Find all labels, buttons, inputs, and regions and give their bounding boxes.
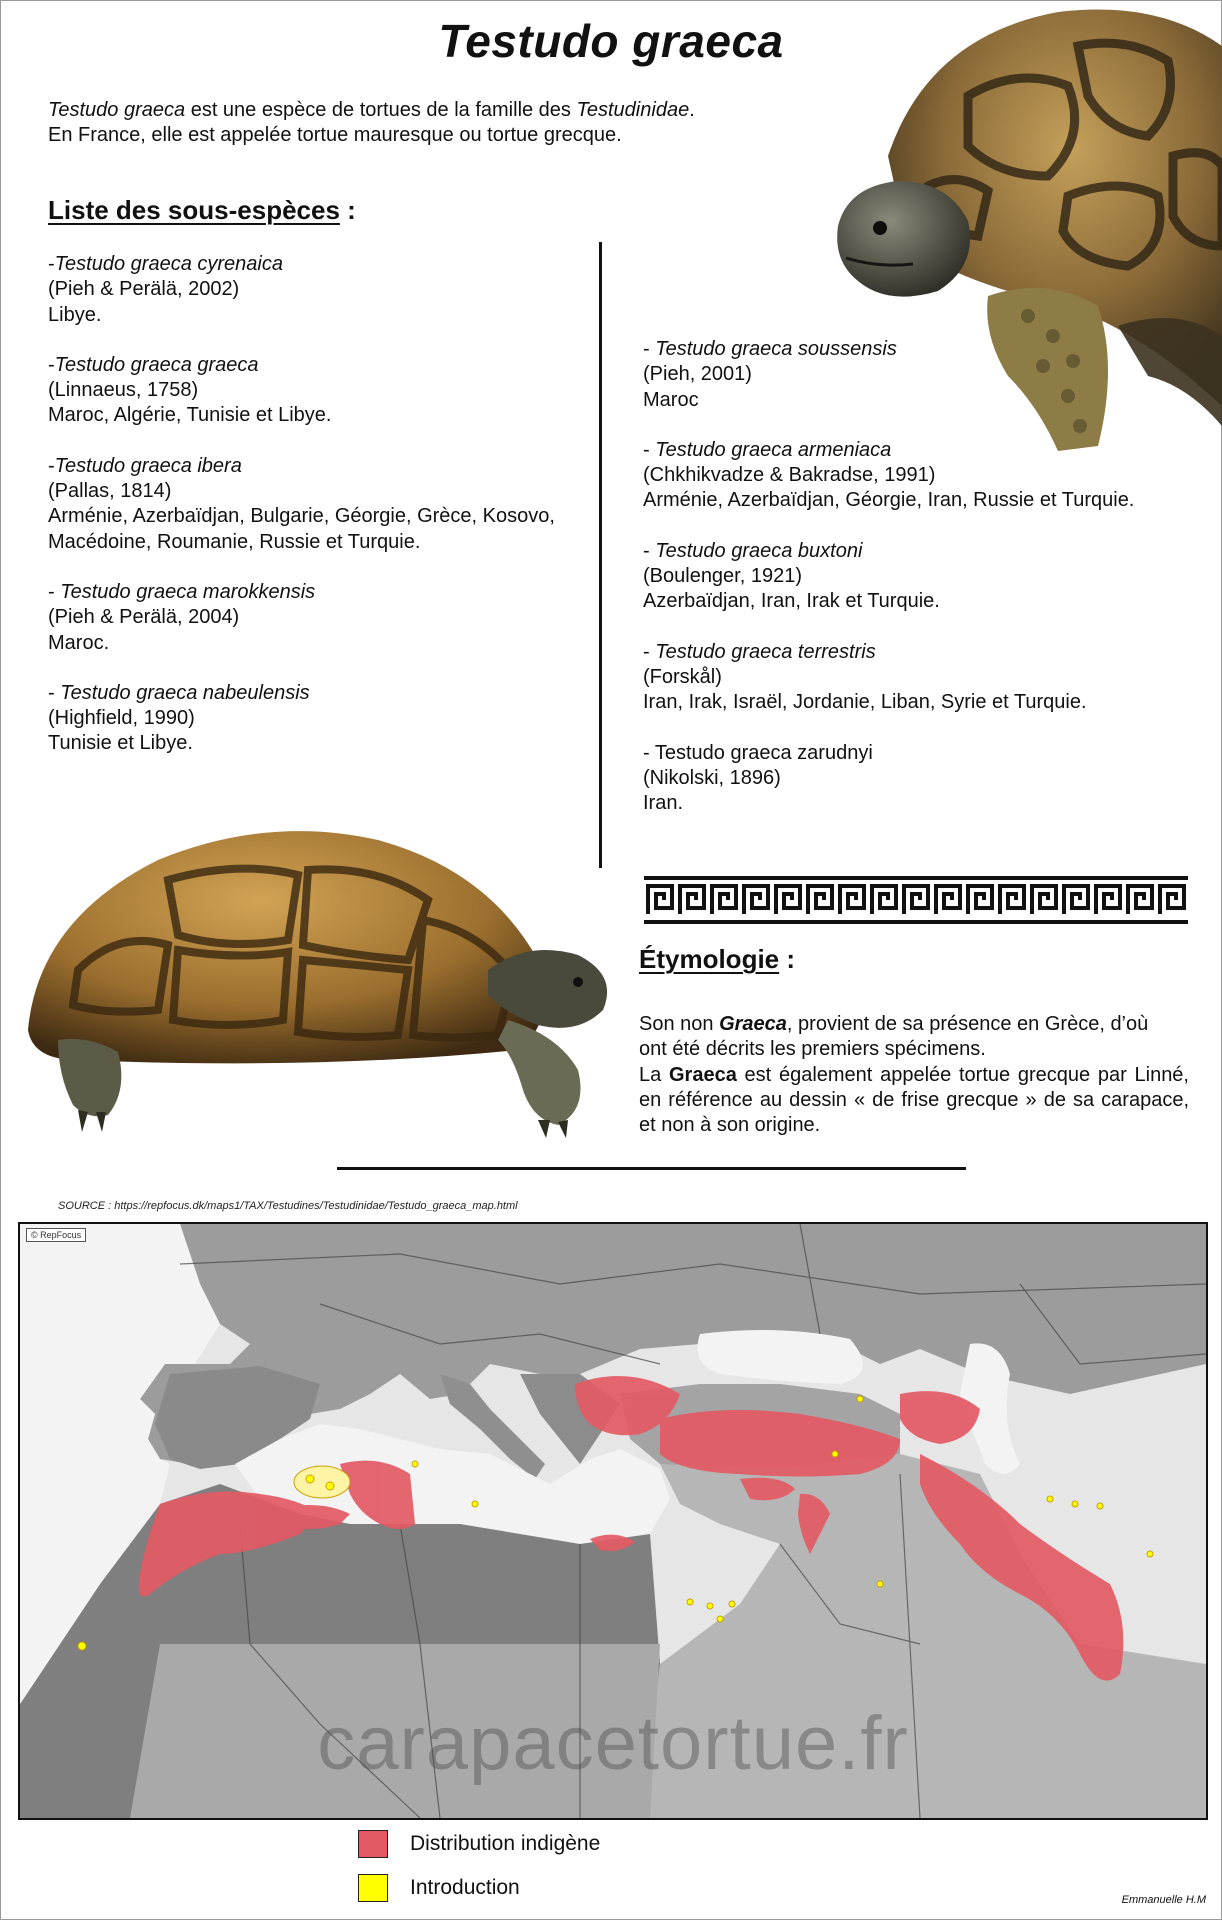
subspecies-prefix: - [643,539,656,562]
subspecies-author: (Pieh & Perälä, 2004) [48,606,240,629]
subspecies-prefix: - [643,338,656,360]
subspecies-name [48,454,555,479]
subspecies-latin-name: Testudo graeca cyrenaica [54,253,283,275]
subspecies-prefix: - [48,454,55,477]
etymology-bold-graeca-2: Graeca [668,1063,737,1086]
subspecies-latin-name: Testudo graeca zarudnyi [654,741,873,764]
etymology-text-part: La [639,1063,669,1086]
subspecies-range: Iran, Irak, Israël, Jordanie, Liban, Syrie et Turquie. [643,691,1087,714]
site-watermark: carapacetortue.fr [317,1701,909,1786]
subspecies-name [48,353,555,378]
subspecies-range: Iran. [643,792,684,815]
subspecies-name [643,337,1134,362]
intro-species-name: Testudo graeca [48,99,186,121]
greek-key-motif [872,886,896,914]
subspecies-heading [48,195,356,226]
greek-key-motif [776,886,800,914]
subspecies-prefix: - [643,438,656,461]
subspecies-range: Azerbaïdjan, Iran, Irak et Turquie. [643,590,940,613]
intro-point [832,1451,838,1457]
repfocus-badge: © RepFocus [26,1228,86,1242]
legend-swatch-introduction [358,1874,388,1902]
subspecies-author: (Pieh & Perälä, 2002) [48,278,240,301]
intro-point [78,1642,86,1650]
intro-point [729,1601,735,1607]
intro-point [412,1461,418,1467]
intro-point [1047,1496,1053,1502]
subspecies-latin-name: Testudo graeca terrestris [655,640,876,663]
etymology-paragraph-1 [639,1012,1189,1037]
intro-point [717,1616,723,1622]
greek-key-frieze [644,876,1188,924]
subspecies-range: Tunisie et Libye. [48,732,193,755]
subspecies-range: Maroc, Algérie, Tunisie et Libye. [48,404,332,427]
subspecies-author: (Pieh, 2001) [643,363,752,386]
intro-family-name: Testudinidae [576,99,690,121]
greek-key-motif [744,886,768,914]
legend-label-native: Distribution indigène [410,1832,601,1855]
intro-point [1072,1501,1078,1507]
subspecies-name [643,741,1134,766]
intro-balearics [294,1466,350,1498]
source-credit: SOURCE : https://repfocus.dk/maps1/TAX/Testudines/Testudinidae/Testudo_graeca_map.html [58,1200,518,1212]
subspecies-author: (Boulenger, 1921) [643,565,803,588]
etymology-text-part: est également appelée tortue grecque par Linné, en référence au dessin « de frise grecque » de sa carapace, et non à son origine. [639,1063,1189,1137]
subspecies-heading-text: Liste des sous-espèces [48,195,340,225]
subspecies-prefix: - [48,580,61,603]
subspecies-author: (Forskål) [643,665,722,688]
etymology-text-part: , provient de sa présence en Grèce, d’où [786,1013,1149,1035]
author-credit: Emmanuelle H.M [1121,1894,1206,1906]
intro-point [306,1475,314,1483]
page-title: Testudo graeca [438,15,784,67]
etymology-heading-text: Étymologie [639,944,780,974]
intro-point [877,1581,883,1587]
intro-point [472,1501,478,1507]
subspecies-latin-name: Testudo graeca soussensis [655,338,897,360]
subspecies-prefix: - [48,253,55,275]
subspecies-range: Maroc [643,388,699,411]
greek-key-motif [840,886,864,914]
subspecies-range: Arménie, Azerbaïdjan, Géorgie, Iran, Russie et Turquie. [643,489,1135,512]
greek-key-motif [1064,886,1088,914]
intro-point [687,1599,693,1605]
subspecies-range: Macédoine, Roumanie, Russie et Turquie. [48,530,421,553]
subspecies-latin-name: Testudo graeca nabeulensis [60,681,310,704]
subspecies-prefix: - [48,353,55,376]
subspecies-range: Libye. [48,303,102,326]
intro-point [707,1603,713,1609]
greek-key-motif [968,886,992,914]
etymology-paragraph-2 [639,1063,1189,1139]
greek-key-motif [680,886,704,914]
subspecies-heading-colon: : [339,195,356,225]
subspecies-author: (Nikolski, 1896) [643,766,781,789]
intro-text-line2: En France, elle est appelée tortue mauresque ou tortue grecque. [48,124,622,146]
tortoise-side-photo [18,820,618,1140]
subspecies-author: (Linnaeus, 1758) [48,379,199,402]
column-divider [599,242,602,868]
intro-point [857,1396,863,1402]
subspecies-name [643,640,1134,665]
etymology-text-part: Son non [639,1013,720,1035]
subspecies-range: Maroc. [48,631,110,654]
greek-key-motif [1128,886,1152,914]
greek-key-motif [936,886,960,914]
legend-label-introduction: Introduction [410,1876,520,1899]
intro-text-end: . [689,99,695,121]
subspecies-name [643,438,1134,463]
etymology-heading [639,944,795,975]
subspecies-name [48,681,555,706]
legend-swatch-native [358,1830,388,1858]
intro-point [1097,1503,1103,1509]
subspecies-latin-name: Testudo graeca marokkensis [60,580,316,603]
subspecies-latin-name: Testudo graeca buxtoni [655,539,863,562]
intro-text [48,98,778,148]
greek-key-motif [1032,886,1056,914]
etymology-paragraph-1-line2: ont été décrits les premiers spécimens. [639,1038,986,1061]
subspecies-name [48,252,555,277]
subspecies-prefix: - [48,681,61,704]
subspecies-author: (Chkhikvadze & Bakradse, 1991) [643,464,936,487]
greek-key-motif [712,886,736,914]
section-separator [337,1167,966,1170]
etymology-heading-colon: : [779,944,796,974]
subspecies-author: (Pallas, 1814) [48,480,172,503]
subspecies-name [48,580,555,605]
greek-key-motif [1000,886,1024,914]
subspecies-prefix: - [643,640,656,663]
subspecies-list-right [643,337,1134,816]
subspecies-latin-name: Testudo graeca ibera [54,454,242,477]
intro-point [1147,1551,1153,1557]
etymology-bold-graeca: Graeca [719,1013,787,1035]
intro-text-mid: est une espèce de tortues de la famille des [185,99,577,121]
etymology-text [639,1012,1189,1138]
greek-key-motif [808,886,832,914]
subspecies-list-left [48,252,555,757]
greek-key-motif [648,886,672,914]
greek-key-motif [1160,886,1184,914]
greek-key-motif [1096,886,1120,914]
intro-point [326,1482,334,1490]
subspecies-latin-name: Testudo graeca armeniaca [655,438,892,461]
distribution-map [18,1222,1208,1820]
subspecies-range: Arménie, Azerbaïdjan, Bulgarie, Géorgie, Grèce, Kosovo, [48,505,555,528]
greek-key-motif [904,886,928,914]
subspecies-prefix: - [643,741,655,764]
subspecies-author: (Highfield, 1990) [48,707,195,730]
subspecies-latin-name: Testudo graeca graeca [54,353,259,376]
subspecies-name [643,539,1134,564]
